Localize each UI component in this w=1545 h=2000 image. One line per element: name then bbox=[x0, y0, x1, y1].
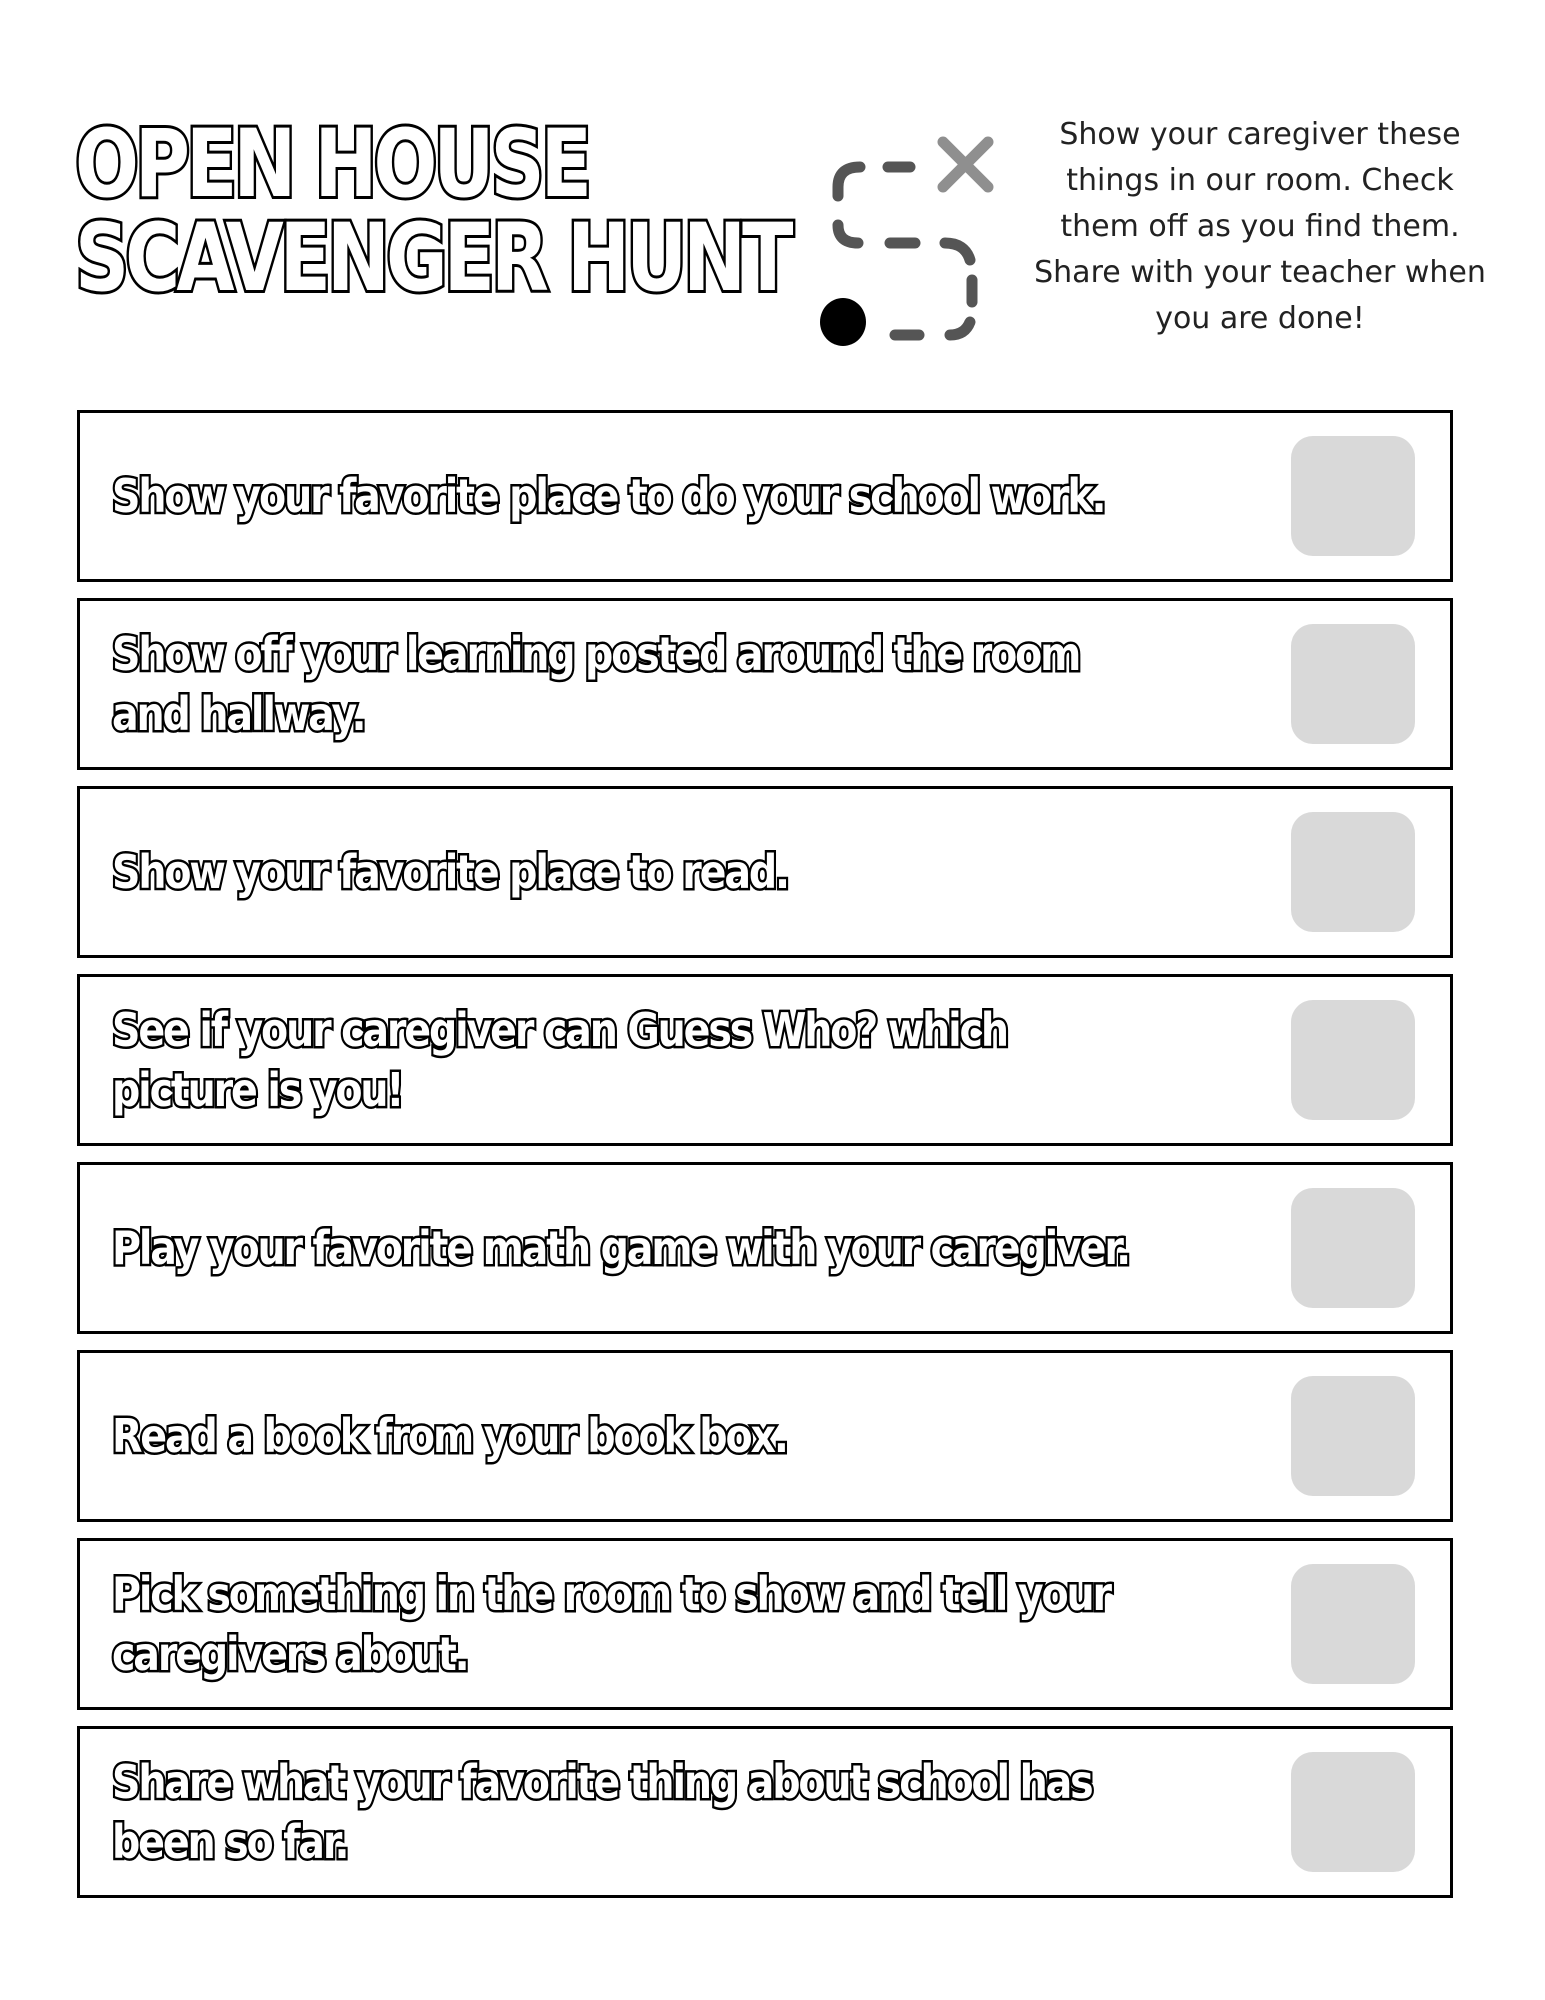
task-row bbox=[77, 410, 1453, 582]
task-text: Play your favorite math game with your caregiver. bbox=[112, 1221, 1129, 1275]
task-row bbox=[77, 1350, 1453, 1522]
page-title bbox=[75, 110, 790, 313]
task-row bbox=[77, 1162, 1453, 1334]
task-row bbox=[77, 1726, 1453, 1898]
task-text: Show your favorite place to do your school work. bbox=[112, 469, 1105, 523]
task-text: Pick something in the room to show and tell your caregivers about. bbox=[112, 1567, 1110, 1681]
treasure-map-path-icon bbox=[815, 130, 1005, 355]
task-checkbox[interactable] bbox=[1291, 812, 1415, 932]
task-text: Share what your favorite thing about school has been so far. bbox=[112, 1755, 1092, 1869]
task-list bbox=[77, 410, 1453, 1914]
task-checkbox[interactable] bbox=[1291, 1376, 1415, 1496]
task-text: See if your caregiver can Guess Who? which picture is you! bbox=[112, 1003, 1007, 1117]
task-text: Show off your learning posted around the room and hallway. bbox=[112, 627, 1080, 741]
task-checkbox[interactable] bbox=[1291, 1752, 1415, 1872]
task-text: Read a book from your book box. bbox=[112, 1409, 787, 1463]
task-checkbox[interactable] bbox=[1291, 624, 1415, 744]
task-checkbox[interactable] bbox=[1291, 1000, 1415, 1120]
task-checkbox[interactable] bbox=[1291, 436, 1415, 556]
task-row bbox=[77, 598, 1453, 770]
task-text: Show your favorite place to read. bbox=[112, 845, 788, 899]
task-row bbox=[77, 1538, 1453, 1710]
task-checkbox[interactable] bbox=[1291, 1188, 1415, 1308]
task-checkbox[interactable] bbox=[1291, 1564, 1415, 1684]
task-row bbox=[77, 786, 1453, 958]
instructions-text: Show your caregiver these things in our room. Check them off as you find them. Share with your teacher when you are done! bbox=[1034, 117, 1486, 336]
task-row bbox=[77, 974, 1453, 1146]
title-line-2: SCAVENGER HUNT bbox=[75, 204, 790, 313]
title-line-1: OPEN HOUSE bbox=[75, 110, 588, 219]
